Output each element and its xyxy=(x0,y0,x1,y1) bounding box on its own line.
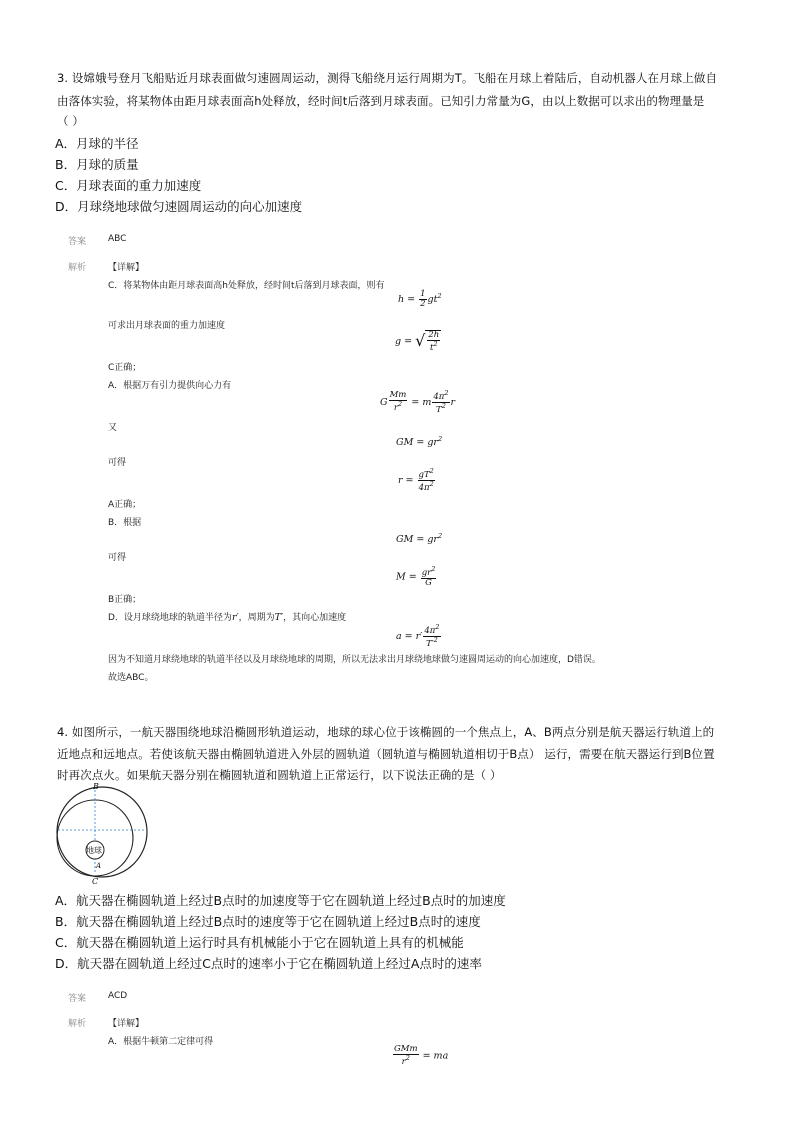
q3-answer: ABC xyxy=(108,234,127,244)
earth-label: 地球 xyxy=(86,846,102,855)
q3-step-d-part1: D．设月球绕地球的轨道半径为 xyxy=(108,613,232,623)
q4-stem-line1: 4. 如图所示，一航天器围绕地球沿椭圆形轨道运动，地球的球心位于该椭圆的一个焦点上，A、B两点分别是航天器运行轨道上的 xyxy=(57,725,715,739)
q4-option-b[interactable]: B．航天器在椭圆轨道上经过B点时的速度等于它在圆轨道上经过B点时的速度 xyxy=(55,914,481,929)
q3-answer-label: 答案 xyxy=(68,237,87,247)
formula-a-centripetal: a = r′ $\frac{4\pi^2}{T'^2}$ xyxy=(396,623,440,649)
q3-step-b: B．根据 xyxy=(108,518,142,528)
formula-g-sqrt: g = √ $\frac{2h}{t^2}$ xyxy=(395,330,440,353)
q3-c-correct: C正确； xyxy=(108,363,142,373)
point-a-label: A xyxy=(96,862,102,870)
q3-step-c: C．将某物体由距月球表面高h处释放，经时间t后落到月球表面，则有 xyxy=(108,281,385,291)
q3-obtain-1: 可得 xyxy=(108,458,127,468)
q4-answer: ACD xyxy=(108,991,128,1001)
q3-a-correct: A正确； xyxy=(108,500,142,510)
q3-step-d-part3: ，其向心加速度 xyxy=(283,613,347,623)
q3-step-d-part2: ，周期为 xyxy=(238,613,275,623)
formula-newton-second-law: $\frac{\text{GMm}}{r^2}$ = ma xyxy=(394,1044,449,1067)
formula-gm-gr2-2: GM = $gr^2$ xyxy=(396,532,443,546)
formula-m: M = $\frac{gr^2}{G}$ xyxy=(396,565,436,588)
q3-stem-line1: 3. 设嫦娥号登月飞船贴近月球表面做匀速圆周运动，测得飞船绕月运行周期为T。飞船在月球上着陆后，自动机器人在月球上做自 xyxy=(57,71,718,85)
q4-detail-heading: 【详解】 xyxy=(108,1019,145,1029)
orbit-figure xyxy=(52,780,154,886)
formula-gm-gr2-1: GM = $gr^2$ xyxy=(396,435,443,449)
point-b-label: B xyxy=(93,782,99,791)
q3-analysis-label: 解析 xyxy=(68,263,87,273)
q3-conclusion: 故选ABC。 xyxy=(108,673,154,683)
q3-step-a: A．根据万有引力提供向心力有 xyxy=(108,381,232,391)
q3-also: 又 xyxy=(108,423,118,433)
q3-step-d: D．设月球绕地球的轨道半径为r′，周期为T′，其向心加速度 xyxy=(108,612,347,623)
q3-obtain-2: 可得 xyxy=(108,553,127,563)
q4-option-a[interactable]: A．航天器在椭圆轨道上经过B点时的加速度等于它在圆轨道上经过B点时的加速度 xyxy=(55,893,506,908)
q3-b-correct: B正确； xyxy=(108,595,142,605)
formula-gravitation-centripetal: G $\frac{Mm}{r^2}$ = m $\frac{4\pi^2}{T^2}$ r xyxy=(380,389,456,415)
q3-detail-heading: 【详解】 xyxy=(108,263,145,273)
q4-option-c[interactable]: C．航天器在椭圆轨道上运行时具有机械能小于它在圆轨道上具有的机械能 xyxy=(55,935,464,950)
q4-step-a: A．根据牛顿第二定律可得 xyxy=(108,1037,214,1047)
q3-option-b[interactable]: B．月球的质量 xyxy=(55,157,139,172)
q3-option-d[interactable]: D．月球绕地球做匀速圆周运动的向心加速度 xyxy=(55,199,303,214)
point-c-label: C xyxy=(92,877,99,886)
q4-stem-line3: 时再次点火。如果航天器分别在椭圆轨道和圆轨道上正常运行，以下说法正确的是（ ） xyxy=(57,768,502,782)
formula-h-equals-half-gt2: h = $\frac{1}{2}$ $gt^2$ xyxy=(398,289,442,309)
q3-d-wrong-explanation: 因为不知道月球绕地球的轨道半径以及月球绕地球的周期，所以无法求出月球绕地球做匀速圆周运动的向心加速度，D错误。 xyxy=(108,655,601,665)
q4-option-d[interactable]: D．航天器在圆轨道上经过C点时的速率小于它在椭圆轨道上经过A点时的速率 xyxy=(55,956,482,971)
q4-analysis-label: 解析 xyxy=(68,1019,87,1029)
q3-stem-line2: 由落体实验，将某物体由距月球表面高h处释放，经时间t后落到月球表面。已知引力常量为G，由以上数据可以求出的物理量是 xyxy=(57,94,705,108)
q3-option-c[interactable]: C．月球表面的重力加速度 xyxy=(55,178,202,193)
q3-option-a[interactable]: A．月球的半径 xyxy=(55,136,139,151)
q4-answer-label: 答案 xyxy=(68,994,87,1004)
q3-step-c-result: 可求出月球表面的重力加速度 xyxy=(108,321,226,331)
q3-stem-line3: （ ） xyxy=(57,114,84,128)
formula-r: r = $\frac{gT^2}{4\pi^2}$ xyxy=(398,467,434,493)
q4-stem-line2: 近地点和远地点。若使该航天器由椭圆轨道进入外层的圆轨道（圆轨道与椭圆轨道相切于B点） 运行，需要在航天器运行到B位置 xyxy=(57,747,715,761)
